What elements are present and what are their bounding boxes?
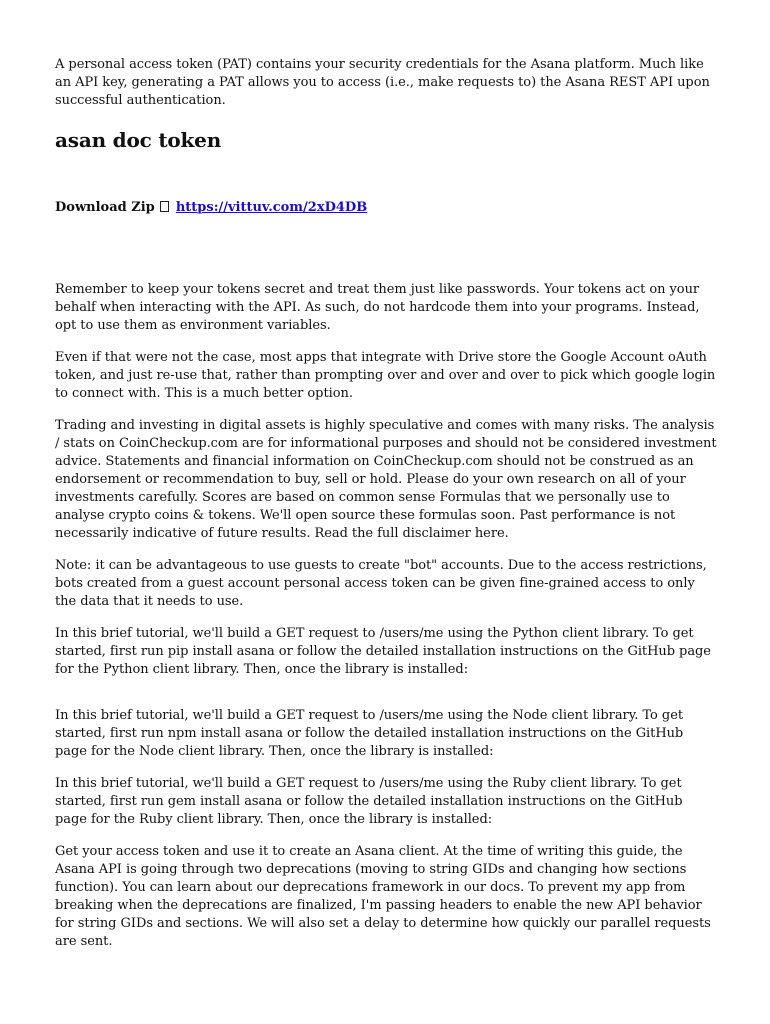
paragraph-ruby-client: In this brief tutorial, we'll build a GET request to /users/me using the Ruby client library. To get started, first run gem install asana or follow the detailed installation instructions on the GitHub page for the Ruby client library. Then, once the library is installed: [55, 776, 683, 827]
intro-paragraph: A personal access token (PAT) contains your security credentials for the Asana platform. Much like an API key, generating a PAT allows you to access (i.e., make requests to) the Asana REST API upon successful authentication. [55, 57, 710, 108]
download-label: Download Zip [55, 200, 155, 215]
paragraph-python-client: In this brief tutorial, we'll build a GET request to /users/me using the Python client library. To get started, first run pip install asana or follow the detailed installation instructions on the GitHub page for the Python client library. Then, once the library is installed: [55, 626, 711, 677]
paragraph-tokens-secret: Remember to keep your tokens secret and treat them just like passwords. Your tokens act on your behalf when interacting with the API. As such, do not hardcode them into your programs. Instead, opt to use them as environment variables. [55, 282, 700, 333]
paragraph-node-client: In this brief tutorial, we'll build a GET request to /users/me using the Node client library. To get started, first run npm install asana or follow the detailed installation instructions on the GitHub page for the Node client library. Then, once the library is installed: [55, 708, 684, 759]
document-page [55, 56, 717, 951]
paragraph-disclaimer: Trading and investing in digital assets is highly speculative and comes with many risks. The analysis / stats on CoinCheckup.com are for informational purposes and should not be considered investment advice. Statements and financial information on CoinCheckup.com should not be construed as an endorsement or recommendation to buy, sell or hold. Please do your own research on all of your investments carefully. Scores are based on common sense Formulas that we personally use to analyse crypto coins & tokens. We'll open source these formulas soon. Past performance is not necessarily indicative of future results. Read the full disclaimer here. [55, 418, 717, 541]
missing-glyph-icon [160, 201, 169, 212]
paragraph-access-token-client: Get your access token and use it to create an Asana client. At the time of writing this guide, the Asana API is going through two deprecations (moving to string GIDs and changing how sections function). You can learn about our deprecations framework in our docs. To prevent my app from breaking when the deprecations are finalized, I'm passing headers to enable the new API behavior for string GIDs and sections. We will also set a delay to determine how quickly our parallel requests are sent. [55, 844, 711, 949]
paragraph-drive-oauth: Even if that were not the case, most apps that integrate with Drive store the Google Account oAuth token, and just re-use that, rather than prompting over and over and over to pick which google login to connect with. This is a much better option. [55, 350, 716, 401]
download-link[interactable]: https://vittuv.com/2xD4DB [175, 200, 368, 215]
download-line [55, 199, 717, 217]
page-title: asan doc token [55, 128, 222, 152]
paragraph-bot-accounts: Note: it can be advantageous to use guests to create "bot" accounts. Due to the access restrictions, bots created from a guest account personal access token can be given fine-grained access to only the data that it needs to use. [55, 558, 707, 609]
